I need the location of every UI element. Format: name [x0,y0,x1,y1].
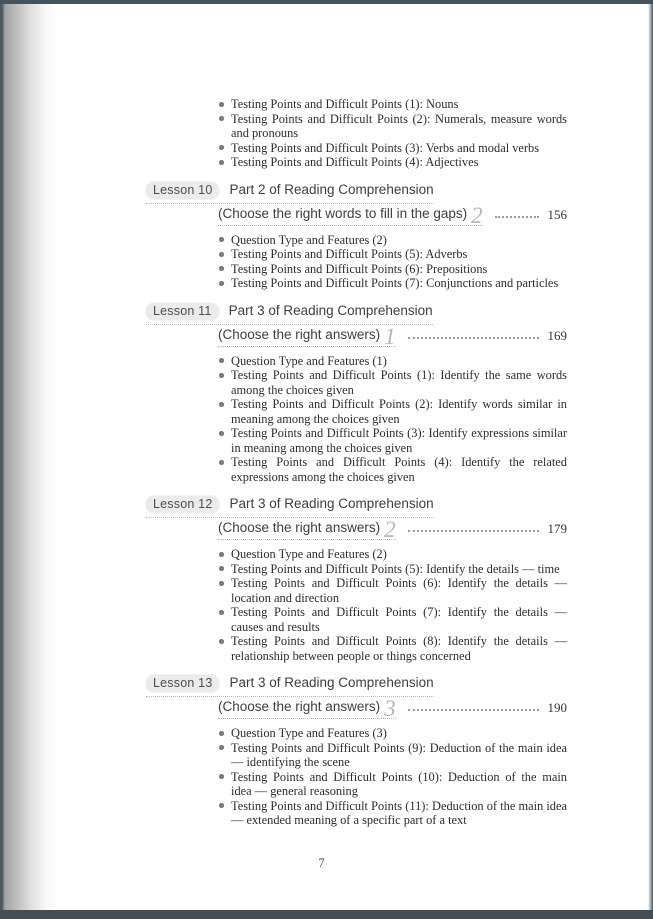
lesson-section-10 [146,181,567,291]
page-edge-bottom [0,910,653,919]
toc-item: Testing Points and Difficult Points (10): Deduction of the main idea — general reasoning [218,770,567,799]
lesson-subtitle: (Choose the right answers) [218,520,381,535]
lesson-badge: Lesson 12 [146,496,219,513]
lesson-subtitle-group: (Choose the right answers) 3 [218,696,396,721]
lesson-badge: Lesson 11 [146,303,219,320]
lesson-title: Part 2 of Reading Comprehension [229,181,434,197]
toc-item: Testing Points and Difficult Points (2): Numerals, measure words and pronouns [218,112,567,141]
toc-item: Testing Points and Difficult Points (5): Adverbs [218,247,567,262]
page-edge-top [0,0,653,4]
lesson-subtitle: (Choose the right words to fill in the gaps) [218,205,468,221]
page-reference: 190 [547,700,567,715]
toc-item: Testing Points and Difficult Points (6): Identify the details — location and direction [218,576,567,605]
intro-bullet-list [218,97,567,170]
dotted-leader [495,216,539,218]
lesson-subtitle-row [218,696,567,721]
toc-item: Testing Points and Difficult Points (2): Identify words similar in meaning among the choices given [218,397,567,426]
toc-item: Testing Points and Difficult Points (1): Identify the same words among the choices given [218,368,567,397]
lesson-bullet-list [218,354,567,485]
lesson-heading [146,182,434,204]
toc-item: Question Type and Features (1) [218,354,567,369]
lesson-subtitle-row [218,517,567,542]
page-reference: 156 [547,206,567,222]
lesson-subtitle-row [218,202,567,228]
lesson-badge: Lesson 13 [146,675,219,692]
lesson-section-11 [146,302,567,485]
lesson-subtitle: (Choose the right answers) [218,326,381,342]
dotted-leader [408,337,539,339]
page-number: 7 [318,856,325,870]
lesson-subtitle-group: (Choose the right answers) 2 [218,517,396,542]
page-reference: 169 [547,327,567,343]
toc-item: Testing Points and Difficult Points (8): Identify the details — relationship between people or things concerned [218,634,567,663]
dotted-leader [408,530,539,532]
lesson-heading [146,496,434,518]
page-edge-right [648,0,653,919]
page-reference: 179 [547,521,567,536]
dotted-leader [408,709,539,711]
lesson-subtitle-group: (Choose the right answers) 1 [218,323,396,349]
toc-item: Testing Points and Difficult Points (6): Prepositions [218,262,567,277]
toc-item: Testing Points and Difficult Points (3): Verbs and modal verbs [218,141,567,156]
toc-item: Testing Points and Difficult Points (11): Deduction of the main idea — extended meaning of a specific part of a text [218,799,567,828]
toc-item: Question Type and Features (2) [218,547,567,562]
toc-item: Testing Points and Difficult Points (4): Adjectives [218,155,567,170]
lesson-section-12 [146,495,567,663]
toc-item: Testing Points and Difficult Points (5): Identify the details — time [218,562,567,577]
toc-item: Testing Points and Difficult Points (7): Identify the details — causes and results [218,605,567,634]
lesson-bullet-list [218,233,567,291]
toc-item: Testing Points and Difficult Points (1): Nouns [218,97,567,112]
lesson-heading [146,675,434,697]
lesson-section-13 [146,674,567,828]
lesson-title: Part 3 of Reading Comprehension [228,302,433,318]
lesson-bullet-list [218,547,567,663]
lesson-title: Part 3 of Reading Comprehension [229,675,434,690]
toc-item: Testing Points and Difficult Points (3): Identify expressions similar in meaning among the choices given [218,426,567,455]
lesson-badge: Lesson 10 [146,182,219,199]
lesson-bullet-list [218,726,567,828]
lesson-subtitle: (Choose the right answers) [218,699,381,714]
toc-item: Testing Points and Difficult Points (9): Deduction of the main idea — identifying the scene [218,741,567,770]
lesson-title: Part 3 of Reading Comprehension [229,496,434,511]
lesson-subtitle-row [218,323,567,349]
toc-item: Testing Points and Difficult Points (4): Identify the related expressions among the choices given [218,455,567,484]
lesson-subtitle-group: (Choose the right words to fill in the gaps) 2 [218,202,483,228]
lesson-heading [146,303,433,325]
toc-item: Question Type and Features (3) [218,726,567,741]
toc-item: Question Type and Features (2) [218,233,567,248]
toc-item: Testing Points and Difficult Points (7): Conjunctions and particles [218,276,567,291]
